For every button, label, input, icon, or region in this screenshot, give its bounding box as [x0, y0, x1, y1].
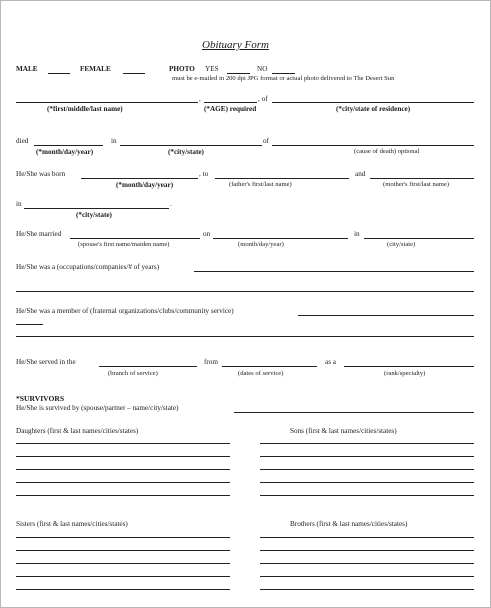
sisters-field[interactable]: [16, 550, 230, 551]
died-of-label: of: [263, 137, 269, 145]
mother-name-field[interactable]: [370, 178, 474, 179]
name-field[interactable]: [16, 102, 198, 103]
brothers-field[interactable]: [260, 550, 474, 551]
married-on-label: on: [203, 230, 211, 238]
age-caption: (*AGE) required: [204, 105, 257, 113]
sisters-field[interactable]: [16, 537, 230, 538]
sisters-label: Sisters (first & last names/cities/states): [16, 520, 128, 528]
marriage-city-caption: (city/state): [387, 241, 416, 248]
brothers-label: Brothers (first & last names/cities/states): [290, 520, 408, 528]
sisters-field[interactable]: [16, 563, 230, 564]
brothers-field[interactable]: [260, 537, 474, 538]
spouse-name-caption: (spouse's first name/maiden name): [78, 241, 170, 248]
occupation-field-1[interactable]: [194, 271, 474, 272]
death-city-caption: (*city/state): [168, 148, 204, 156]
female-label: FEMALE: [80, 65, 111, 73]
born-to-label: , to: [199, 170, 209, 178]
comma-sep: ,: [199, 95, 201, 103]
photo-no-label: NO: [257, 65, 268, 73]
brothers-field[interactable]: [260, 589, 474, 590]
service-dates-caption: (dates of service): [238, 370, 284, 377]
birth-period: .: [170, 200, 172, 208]
sons-field[interactable]: [260, 456, 474, 457]
photo-yes-field[interactable]: [227, 73, 250, 74]
born-and-label: and: [355, 170, 366, 178]
daughters-field[interactable]: [16, 482, 230, 483]
death-date-caption: (*month/day/year): [36, 148, 94, 156]
branch-field[interactable]: [99, 366, 197, 367]
daughters-field[interactable]: [16, 456, 230, 457]
residence-caption: (*city/state of residence): [336, 105, 411, 113]
sons-label: Sons (first & last names/cities/states): [290, 427, 397, 435]
rank-caption: (rank/specialty): [384, 370, 426, 377]
brothers-field[interactable]: [260, 576, 474, 577]
photo-yes-label: YES: [205, 65, 219, 73]
birth-date-field[interactable]: [81, 178, 198, 179]
occupation-label: He/She was a (occupations/companies/# of years): [16, 263, 160, 271]
female-field[interactable]: [123, 73, 145, 74]
age-field[interactable]: [204, 102, 257, 103]
service-dates-field[interactable]: [222, 366, 317, 367]
daughters-field[interactable]: [16, 495, 230, 496]
father-name-caption: (father's first/last name): [229, 181, 292, 188]
rank-field[interactable]: [344, 366, 474, 367]
male-field[interactable]: [48, 73, 70, 74]
sisters-field[interactable]: [16, 589, 230, 590]
survivors-heading: *SURVIVORS: [16, 394, 65, 403]
mother-name-caption: (mother's first/last name): [383, 181, 450, 188]
married-label: He/She married: [16, 230, 62, 238]
marriage-date-caption: (month/day/year): [238, 241, 284, 248]
member-label: He/She was a member of (fraternal organizations/clubs/community service): [16, 307, 234, 315]
residence-field[interactable]: [272, 102, 474, 103]
died-in-label: in: [111, 137, 117, 145]
survived-by-label: He/She is survived by (spouse/partner – name/city/state): [16, 404, 179, 412]
birth-city-caption: (*city/state): [76, 211, 112, 219]
form-title: Obituary Form: [202, 39, 269, 51]
photo-note: must be e-mailed in 200 dpi JPG format or actual photo delivered to The Desert Sun: [172, 75, 395, 82]
died-label: died: [16, 137, 29, 145]
birth-in-label: in: [16, 200, 22, 208]
death-cause-caption: (cause of death) optional: [354, 148, 420, 155]
served-as-label: as a: [325, 358, 336, 366]
marriage-date-field[interactable]: [213, 238, 348, 239]
occupation-field-2[interactable]: [16, 291, 474, 292]
born-label: He/She was born: [16, 170, 66, 178]
served-from-label: from: [204, 358, 218, 366]
daughters-field[interactable]: [16, 443, 230, 444]
survived-by-field[interactable]: [234, 412, 474, 413]
death-date-field[interactable]: [34, 145, 103, 146]
sons-field[interactable]: [260, 495, 474, 496]
of-label: , of: [258, 95, 268, 103]
death-city-field[interactable]: [120, 145, 262, 146]
father-name-field[interactable]: [215, 178, 349, 179]
member-field-1[interactable]: [298, 315, 474, 316]
marriage-city-field[interactable]: [364, 238, 474, 239]
brothers-field[interactable]: [260, 563, 474, 564]
member-field-2[interactable]: [16, 324, 43, 325]
sisters-field[interactable]: [16, 576, 230, 577]
spouse-name-field[interactable]: [70, 238, 200, 239]
daughters-field[interactable]: [16, 469, 230, 470]
male-label: MALE: [16, 65, 38, 73]
branch-caption: (branch of service): [108, 370, 158, 377]
birth-date-caption: (*month/day/year): [116, 181, 174, 189]
sons-field[interactable]: [260, 482, 474, 483]
member-field-3[interactable]: [16, 336, 474, 337]
sons-field[interactable]: [260, 443, 474, 444]
served-label: He/She served in the: [16, 358, 76, 366]
daughters-label: Daughters (first & last names/cities/states): [16, 427, 139, 435]
death-cause-field[interactable]: [272, 145, 474, 146]
sons-field[interactable]: [260, 469, 474, 470]
birth-city-field[interactable]: [24, 208, 169, 209]
photo-no-field[interactable]: [272, 73, 295, 74]
name-caption: (*first/middle/last name): [47, 105, 123, 113]
photo-label: PHOTO: [169, 65, 195, 73]
married-in-label: in: [354, 230, 360, 238]
